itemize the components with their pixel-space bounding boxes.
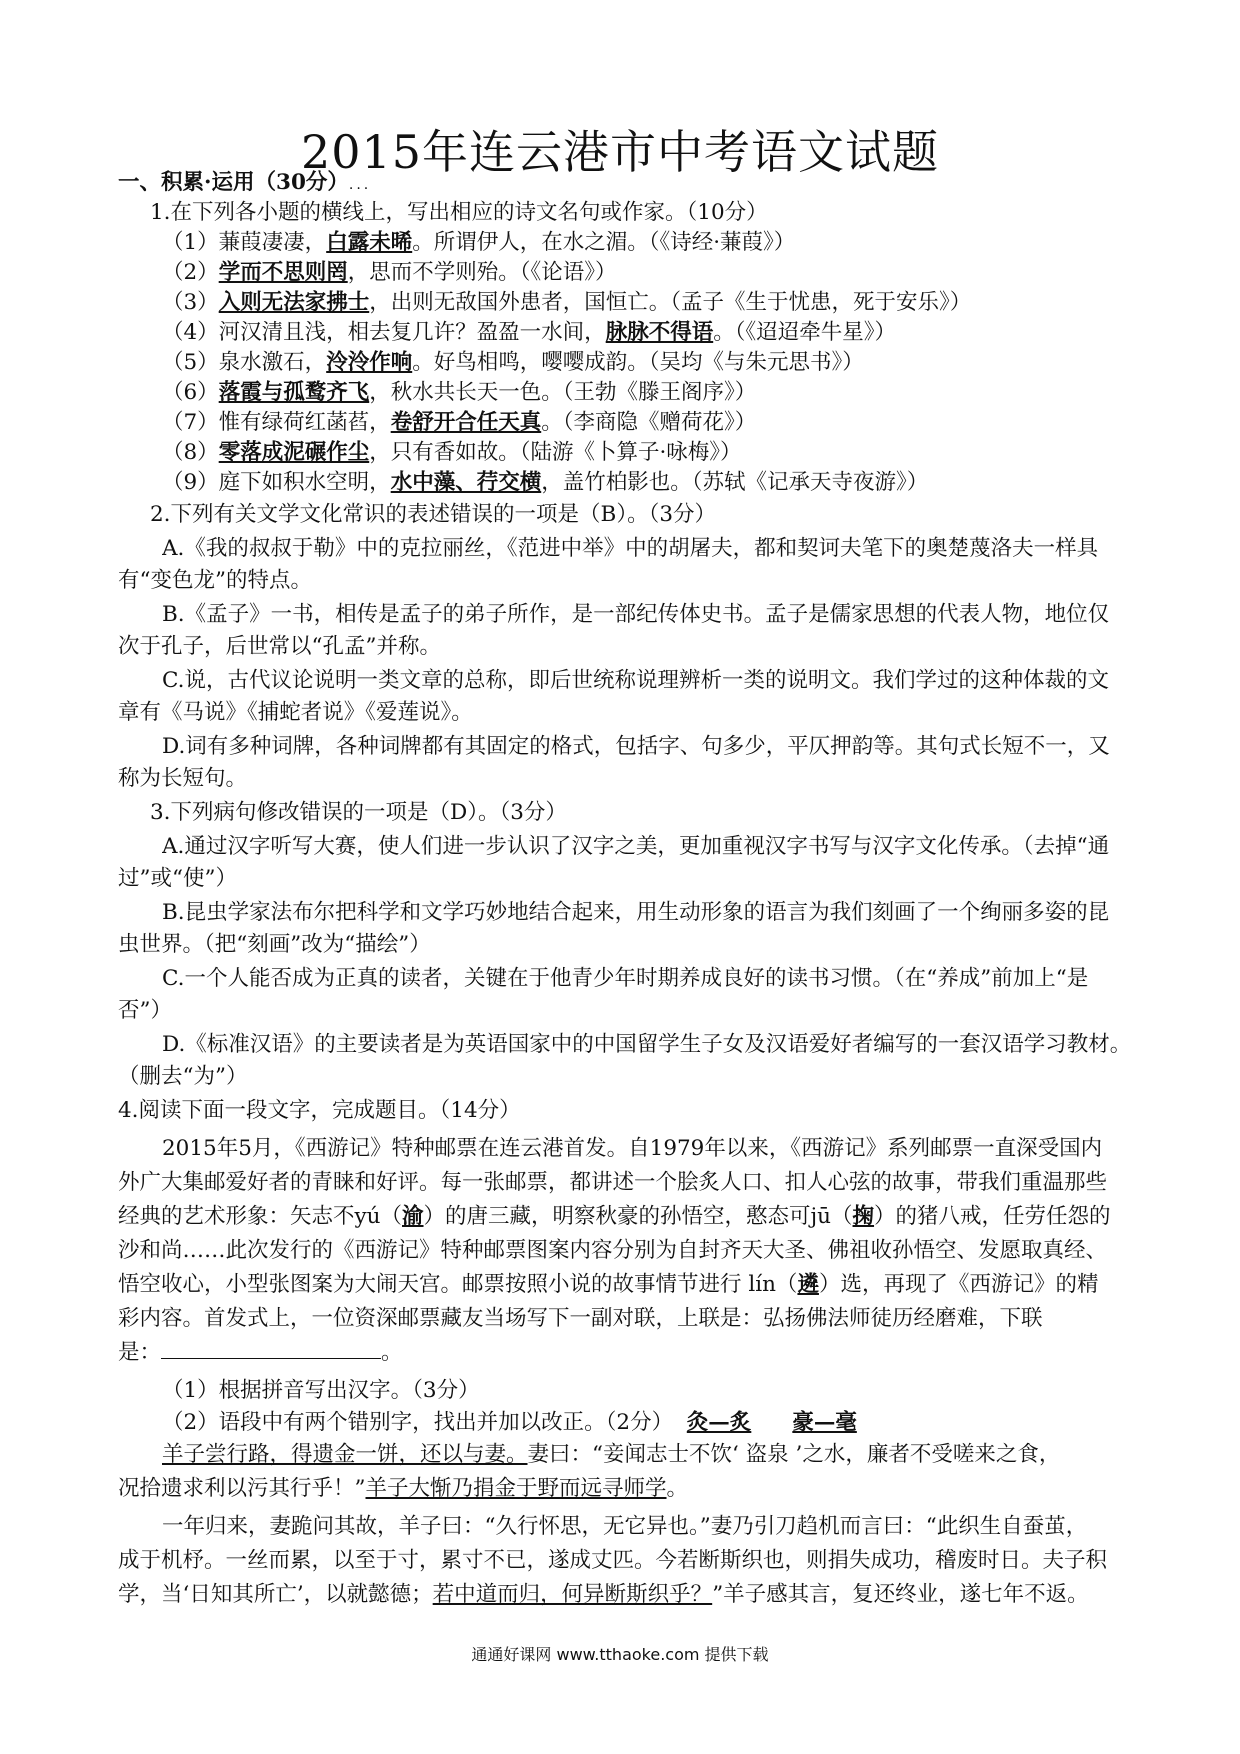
q3-option-a: A.通过汉字听写大赛，使人们进一步认识了汉字之美，更加重视汉字书写与汉字文化传承。（去掉“通	[162, 834, 1110, 859]
q1-item-5	[162, 348, 1172, 378]
q4-sub1: （1）根据拼音写出汉字。（3分）	[162, 1378, 480, 1403]
page-footer: 通通好课网 www.tthaoke.com 提供下载	[471, 1645, 769, 1664]
q3-option-c: C.一个人能否成为正真的读者，关键在于他青少年时期养成良好的读书习惯。（在“养成”前加上“是	[162, 966, 1089, 991]
text: 。	[381, 1340, 403, 1365]
text: ）选，再现了《西游记》的精	[818, 1272, 1099, 1297]
passage-line: 一年归来，妻跪问其故，羊子曰：“久行怀思，无它异也。”妻乃引刀趋机而言曰：“此织生自蚕茧，	[162, 1514, 1088, 1539]
q4-paragraph-line	[118, 1270, 1128, 1300]
q1-item-2	[162, 258, 1172, 288]
item-text: 。（《迢迢牵牛星》）	[713, 320, 896, 345]
text: 况拾遗求利以污其行乎！”	[118, 1476, 366, 1501]
q2-stem: 2.下列有关文学文化常识的表述错误的一项是（B）。（3分）	[150, 502, 716, 527]
underlined-text: 羊子大惭乃捐金于野而远寻师学	[365, 1476, 667, 1501]
q1-item-9	[162, 468, 1172, 498]
item-text: 。好鸟相鸣，嘤嘤成韵。（吴均《与朱元思书》）	[412, 350, 864, 375]
answer-char: 掬	[852, 1204, 875, 1229]
q1-stem: 1.在下列各小题的横线上，写出相应的诗文名句或作家。（10分）	[150, 200, 768, 225]
answer-char: 遴	[797, 1272, 819, 1297]
text: 经典的艺术形象：矢志不yú（	[118, 1204, 402, 1229]
q4-paragraph-line: 沙和尚……此次发行的《西游记》特种邮票图案内容分别为自封齐天大圣、佛祖收孙悟空、发愿取真经、	[118, 1238, 1108, 1263]
text: 学，当‘日知其所亡’，以就懿德；	[118, 1582, 433, 1607]
passage-line	[118, 1580, 1128, 1610]
item-answer: 卷舒开合任天真	[390, 410, 542, 435]
text: 是：	[118, 1340, 162, 1365]
q3-option-a-cont: 过”或“使”）	[118, 866, 237, 891]
text: （2）语段中有两个错别字，找出并加以改正。（2分）	[162, 1410, 674, 1435]
item-text: ，秋水共长天一色。（王勃《滕王阁序》）	[369, 380, 757, 405]
underlined-text: 羊子尝行路，得遗金一饼，还以与妻。	[162, 1442, 528, 1467]
section-dots: ...	[348, 177, 372, 193]
item-text: （3）	[162, 290, 219, 315]
q1-item-8	[162, 438, 1172, 468]
underlined-text: 若中道而归，何异断斯织乎？	[432, 1582, 713, 1607]
q3-option-b: B.昆虫学家法布尔把科学和文学巧妙地结合起来，用生动形象的语言为我们刻画了一个绚丽多姿的昆	[162, 900, 1110, 925]
answer-blank[interactable]	[161, 1338, 381, 1359]
q1-item-7	[162, 408, 1172, 438]
page-title: 2015年连云港市中考语文试题	[300, 125, 940, 179]
item-answer: 脉脉不得语	[605, 320, 714, 345]
q2-option-d: D.词有多种词牌，各种词牌都有其固定的格式，包括字、句多少，平仄押韵等。其句式长短不一，又	[162, 734, 1110, 759]
item-text: ，思而不学则殆。（《论语》）	[347, 260, 617, 285]
q4-stem: 4.阅读下面一段文字，完成题目。（14分）	[118, 1098, 521, 1123]
item-text: （7）惟有绿荷红菡萏，	[162, 410, 391, 435]
item-text: ，出则无敌国外患者，国恒亡。（孟子《生于忧患，死于安乐》）	[369, 290, 972, 315]
text: ”羊子感其言，复还终业，遂七年不返。	[712, 1582, 1089, 1607]
item-answer: 水中藻、荇交横	[390, 470, 542, 495]
item-answer: 落霞与孤鹜齐飞	[218, 380, 370, 405]
q2-option-a-cont: 有“变色龙”的特点。	[118, 568, 312, 593]
passage-line: 成于机杼。一丝而累，以至于寸，累寸不已，遂成丈匹。今若断斯织也，则捐失成功，稽废时日。夫子积	[118, 1548, 1108, 1573]
item-text: （8）	[162, 440, 219, 465]
passage-line	[162, 1440, 1172, 1470]
q4-paragraph-line	[118, 1338, 1128, 1368]
item-text: （6）	[162, 380, 219, 405]
item-text: （5）泉水激石，	[162, 350, 327, 375]
item-answer: 零落成泥碾作尘	[218, 440, 370, 465]
q2-option-a: A.《我的叔叔于勒》中的克拉丽丝，《范进中举》中的胡屠夫，都和契诃夫笔下的奥楚蔑洛夫一样具	[162, 536, 1099, 561]
q4-paragraph-line: 彩内容。首发式上，一位资深邮票藏友当场写下一副对联，上联是：弘扬佛法师徒历经磨难，下联	[118, 1306, 1043, 1331]
section-label: 一、积累·运用（30分）	[118, 170, 349, 195]
q1-item-3	[162, 288, 1172, 318]
text: 悟空收心，小型张图案为大闹天宫。邮票按照小说的故事情节进行 lín（	[118, 1272, 798, 1297]
item-text: 。所谓伊人，在水之湄。（《诗经·蒹葭》）	[412, 230, 796, 255]
section-heading	[118, 168, 1128, 200]
q2-option-b-cont: 次于孔子，后世常以“孔孟”并称。	[118, 634, 441, 659]
item-text: 。（李商隐《赠荷花》）	[541, 410, 757, 435]
text: 。	[666, 1476, 689, 1501]
answer-char: 渝	[402, 1204, 424, 1229]
text: 妻曰：“妾闻志士不饮‘ 盗泉 ’之水，廉者不受嗟来之食，	[527, 1442, 1061, 1467]
item-text: ，盖竹柏影也。（苏轼《记承天寺夜游》）	[541, 470, 929, 495]
item-text: （1）蒹葭凄凄，	[162, 230, 327, 255]
q3-option-c-cont: 否”）	[118, 998, 172, 1023]
text: ）的猪八戒，任劳任怨的	[874, 1204, 1111, 1229]
correction-answer: 灸—炙	[686, 1410, 752, 1435]
q3-option-d: D.《标准汉语》的主要读者是为英语国家中的中国留学生子女及汉语爱好者编写的一套汉语学习教材。	[162, 1032, 1132, 1057]
q2-option-d-cont: 称为长短句。	[118, 766, 248, 791]
q3-stem: 3.下列病句修改错误的一项是（D）。（3分）	[150, 800, 567, 825]
q1-item-1	[162, 228, 1172, 258]
q4-sub2	[162, 1408, 1172, 1438]
q1-item-6	[162, 378, 1172, 408]
item-answer: 白露未晞	[326, 230, 413, 255]
item-text: （4）河汉清且浅，相去复几许？盈盈一水间，	[162, 320, 606, 345]
correction-answer: 豪—毫	[792, 1410, 857, 1435]
item-answer: 入则无法家拂士	[218, 290, 370, 315]
text: ）的唐三藏，明察秋豪的孙悟空，憨态可jū（	[423, 1204, 853, 1229]
q3-option-d-cont: （删去“为”）	[118, 1064, 248, 1089]
item-answer: 泠泠作响	[326, 350, 413, 375]
item-answer: 学而不思则罔	[218, 260, 348, 285]
q2-option-b: B.《孟子》一书，相传是孟子的弟子所作，是一部纪传体史书。孟子是儒家思想的代表人物，地位仅	[162, 602, 1110, 627]
item-text: （9）庭下如积水空明，	[162, 470, 391, 495]
q4-paragraph-line: 外广大集邮爱好者的青睐和好评。每一张邮票，都讲述一个脍炙人口、扣人心弦的故事，带我们重温那些	[118, 1170, 1108, 1195]
item-text: （2）	[162, 260, 219, 285]
q2-option-c-cont: 章有《马说》《捕蛇者说》《爱莲说》。	[118, 700, 473, 725]
q4-paragraph-line	[118, 1202, 1128, 1232]
passage-line	[118, 1474, 1128, 1504]
item-text: ，只有香如故。（陆游《卜算子·咏梅》）	[369, 440, 742, 465]
q4-paragraph-line: 2015年5月，《西游记》特种邮票在连云港首发。自1979年以来，《西游记》系列邮票一直深受国内	[162, 1136, 1103, 1161]
q2-option-c: C.说，古代议论说明一类文章的总称，即后世统称说理辨析一类的说明文。我们学过的这种体裁的文	[162, 668, 1110, 693]
q3-option-b-cont: 虫世界。（把“刻画”改为“描绘”）	[118, 932, 431, 957]
q1-item-4	[162, 318, 1172, 348]
